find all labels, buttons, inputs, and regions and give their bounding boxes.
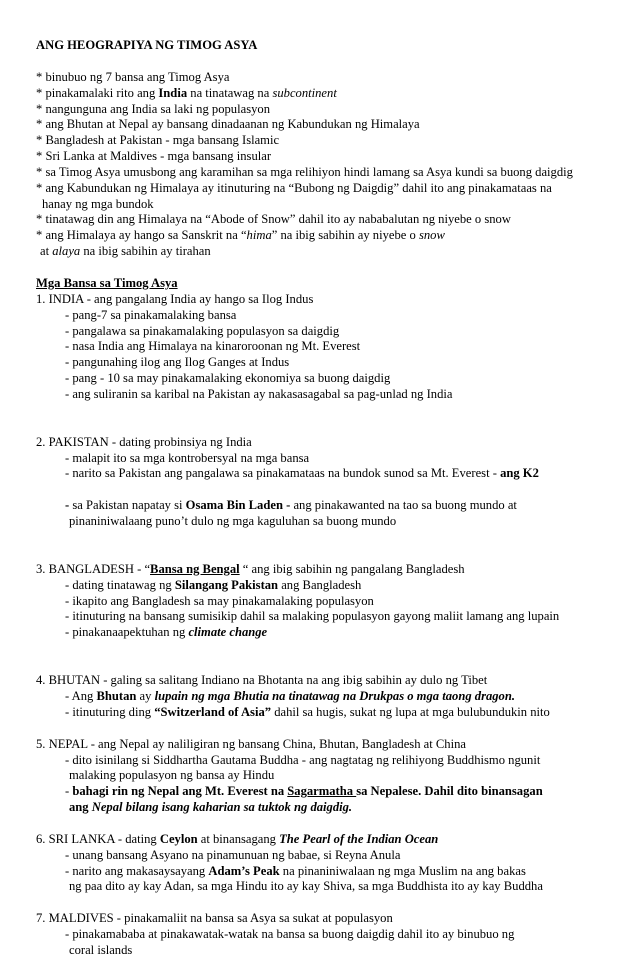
bold-text: ang [69,800,92,815]
text: - dating tinatawag ng [65,577,175,592]
country-heading-pakistan: 2. PAKISTAN - dating probinsiya ng India [36,434,252,449]
list-item [36,466,618,482]
text: na ibig sabihin ay tirahan [80,244,211,259]
italic-text: alaya [52,244,81,259]
text: sa Pakistan napatay si [69,498,186,513]
list-item: - pinakamababa at pinakawatak-watak na bansa sa buong daigdig dahil ito ay binubuo ng [65,927,515,942]
spacer [36,403,618,435]
list-item: - nasa India ang Himalaya na kinaroroonan ng Mt. Everest [65,339,361,354]
country-heading-nepal: 5. NEPAL - ang Nepal ay naliligiran ng bansang China, Bhutan, Bangladesh at China [36,736,466,751]
spacer [36,641,618,673]
list-item-continuation [36,800,618,816]
spacer [36,816,618,832]
bullet-line: * tinatawag din ang Himalaya na “Abode of Snow” dahil ito ay nababalutan ng niyebe o snow [36,212,511,227]
text: na pinaniniwalaan ng mga Muslim na ang bakas [279,863,526,878]
text: at [40,244,53,259]
bullet-line: * ang Bhutan at Nepal ay bansang dinadaanan ng Kabundukan ng Himalaya [36,117,420,132]
bold-text: Bansa ng Bengal [150,561,240,576]
bullet-line: * binubuo ng 7 bansa ang Timog Asya [36,69,230,84]
bold-italic-text: climate change [188,625,268,640]
bold-text: sa Nepalese. Dahil dito binansagan [356,784,543,799]
country-heading-india: 1. INDIA - ang pangalang India ay hango sa Ilog Indus [36,291,314,306]
text: dahil sa hugis, sukat ng lupa at mga bulubundukin nito [271,704,550,719]
list-item [36,864,618,880]
list-item-continuation: pinaniniwalaang puno’t dulo ng mga kaguluhan sa buong mundo [69,514,397,529]
bold-text: bahagi rin ng Nepal ang Mt. Everest na [72,784,288,799]
list-item: - unang bansang Asyano na pinamunuan ng babae, si Reyna Anula [65,847,401,862]
text: - itinuturing ding [65,704,155,719]
italic-text: snow [418,228,445,243]
spacer [36,260,618,276]
text: na tinatawag na [187,85,273,100]
list-item: - itinuturing na bansang sumisikip dahil sa malaking populasyon gayong maliit lamang ang lupain [65,609,560,624]
bold-text: - [65,498,70,513]
text: ang pinakawanted na tao sa buong mundo at [290,498,517,513]
text: 6. SRI LANKA - dating [36,831,160,846]
bold-text: Silangang Pakistan [174,577,279,592]
text: - pinakanaapektuhan ng [65,625,189,640]
list-item: - pang - 10 sa may pinakamalaking ekonomiya sa buong daigdig [65,371,391,386]
list-item: - pangunahing ilog ang Ilog Ganges at Indus [65,355,290,370]
bold-italic-text: Nepal bilang isang kaharian sa tuktok ng daigdig. [91,800,353,815]
text: - [65,784,73,799]
list-item: - pangalawa sa pinakamalaking populasyon sa daigdig [65,323,340,338]
bullet-line: * sa Timog Asya umusbong ang karamihan sa mga relihiyon hindi lamang sa Asya kundi sa buong daigdig [36,164,573,179]
spacer [36,721,618,737]
text: at binansagang [197,831,280,846]
bullet-line: * nangunguna ang India sa laki ng populasyon [36,101,270,116]
list-item [36,625,618,641]
bold-text: Osama Bin Laden - [185,498,291,513]
text: - Ang [65,689,97,703]
text: * pinakamalaki rito ang [36,85,159,100]
bullet-continuation: hanay ng mga bundok [42,196,154,211]
text: 3. BANGLADESH - “ [36,561,151,576]
bold-text: Ceylon [159,831,198,846]
spacer [36,482,618,498]
spacer [36,895,618,911]
country-heading-maldives: 7. MALDIVES - pinakamaliit na bansa sa Asya sa sukat at populasyon [36,911,393,926]
bold-underline-text: Sagarmatha [287,784,357,799]
bold-text: Bhutan [96,689,137,703]
text: ” na ibig sabihin ay niyebe o [271,228,419,243]
bold-italic-text: The Pearl of the Indian Ocean [279,831,439,846]
bold-text: India [158,85,188,100]
bullet-line [36,228,618,244]
country-heading-bhutan: 4. BHUTAN - galing sa salitang Indiano na Bhotanta na ang ibig sabihin ay dulo ng Tibet [36,673,488,688]
list-item: - malapit ito sa mga kontrobersyal na mga bansa [65,450,310,465]
country-heading-bangladesh [36,562,618,578]
country-heading-sri-lanka [36,832,618,848]
bold-text: ang K2 [500,466,539,481]
bullet-line [36,86,618,102]
spacer [36,530,618,562]
list-item: - ikapito ang Bangladesh sa may pinakamalaking populasyon [65,593,374,608]
list-item: - ang suliranin sa karibal na Pakistan ay nakasasagabal sa pag-unlad ng India [65,386,453,401]
list-item [36,498,618,514]
bullet-line: * Sri Lanka at Maldives - mga bansang insular [36,149,272,164]
document-title: ANG HEOGRAPIYA NG TIMOG ASYA [36,38,258,52]
text: “ ang ibig sabihin ng pangalang Bangladesh [239,561,465,576]
section-heading: Mga Bansa sa Timog Asya [36,275,178,290]
text: ang Bangladesh [278,577,362,592]
bullet-continuation [36,244,618,260]
bullet-line: * Bangladesh at Pakistan - mga bansang Islamic [36,133,280,148]
bold-text: Adam’s Peak [208,863,280,878]
italic-text: subcontinent [272,85,337,100]
list-item: - dito isinilang si Siddhartha Gautama Buddha - ang nagtatag ng relihiyong Buddhismo ngunit [65,752,541,767]
list-item [36,689,618,705]
list-item: - pang-7 sa pinakamalaking bansa [65,307,237,322]
spacer [36,54,618,70]
bullet-line: * ang Kabundukan ng Himalaya ay itinuturing na “Bubong ng Daigdig” dahil ito ang pinakamataas na [36,180,552,195]
text: ay [136,689,155,703]
list-item [36,784,618,800]
list-item [36,705,618,721]
list-item-continuation: coral islands [69,942,133,957]
text: - narito ang makasaysayang [65,863,209,878]
bold-text: “Switzerland of Asia” [154,704,272,719]
list-item-continuation: malaking populasyon ng bansa ay Hindu [69,768,275,783]
text: - narito sa Pakistan ang pangalawa sa pinakamataas na bundok sunod sa Mt. Everest - [65,466,501,481]
bold-italic-text: lupain ng mga Bhutia na tinatawag na Drukpas o mga taong dragon. [154,689,516,703]
text: * ang Himalaya ay hango sa Sanskrit na “ [36,228,247,243]
italic-text: hima [246,228,272,243]
list-item-continuation: ng paa dito ay kay Adan, sa mga Hindu ito ay kay Shiva, sa mga Buddhista ito ay kay Buddha [69,879,543,894]
list-item [36,578,618,594]
